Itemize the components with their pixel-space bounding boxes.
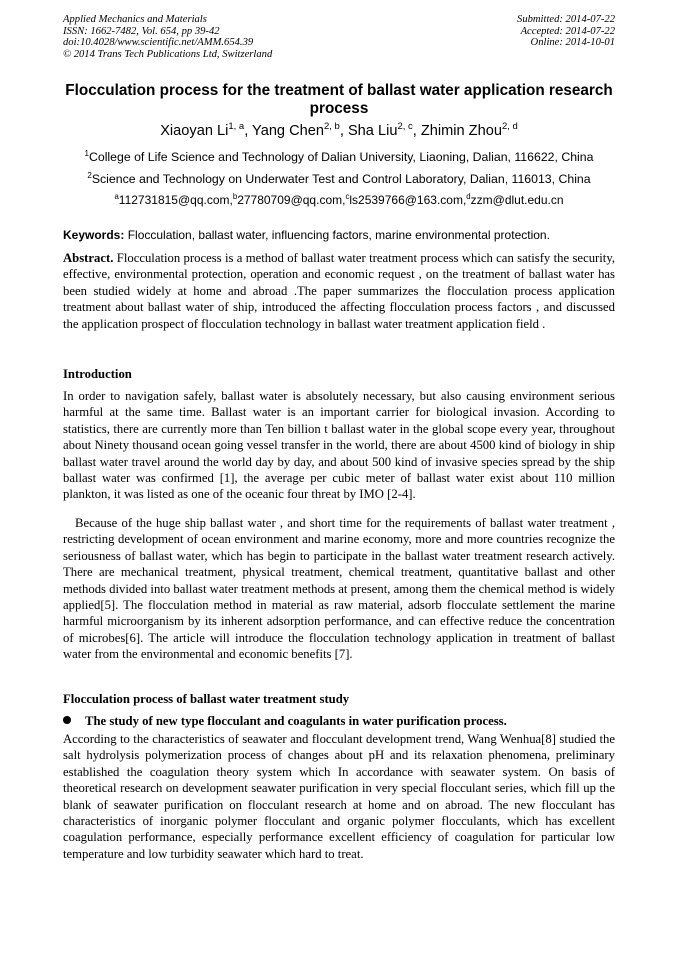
journal-issn: ISSN: 1662-7482, Vol. 654, pp 39-42 [63,25,220,37]
author-sup: 1, a [228,121,245,133]
author-list: Xiaoyan Li$^{1, a}$, Yang Chen$^{2, b}$, Sha Liu$^{2, c}$, Zhimin Zhou$^{2, d}$ [160,121,518,139]
author-name: Zhimin Zhou [420,123,502,139]
email-sup: c [345,192,350,201]
submitted-date: Submitted: 2014-07-22 [517,14,615,25]
keywords-text: Flocculation, ballast water, influencing factors, marine environmental protection. [127,228,550,242]
study-paragraph: According to the characteristics of seawater and flocculant development trend, Wang Wenhua[8] studied the salt hydrolysis polymerization process of changes about pH and its relaxation phenomena, preliminary established the coagulation theory system which In accordance with seawater system. On basis of theoretical research on development seawater purification in very special flocculant series, which fill up the blank of seawater purification on flocculant research at home and on abroad. The new flocculant has characteristics of inorganic polymer flocculant and organic polymer flocculants, which has excellent coagulation performance, especially performance excellent efficiency of coagulation for particular low temperature and low turbidity seawater which hard to treat. [63,732,615,861]
email-text: 112731815@qq.com, [118,193,233,207]
bullet-icon [63,716,71,724]
author-name: Sha Liu [347,123,398,139]
dates-header [517,14,615,49]
affiliation-text: Science and Technology on Underwater Test and Control Laboratory, Dalian, 116013, China [91,172,591,186]
journal-copyright: © 2014 Trans Tech Publications Ltd, Switzerland [63,48,273,60]
paper-title: Flocculation process for the treatment of ballast water application research process [65,82,613,117]
affiliation-text: College of Life Science and Technology of Dalian University, Liaoning, Dalian, 116622, China [88,150,594,164]
online-date: Online: 2014-10-01 [530,37,615,49]
keywords-label: Keywords: [63,228,125,242]
email-text: 27780709@qq.com, [237,193,346,207]
email-sup: a [114,192,119,201]
affiliation-1 [63,150,615,165]
journal-name: Applied Mechanics and Materials [63,14,207,25]
affiliation-2 [63,172,615,187]
author-name: Yang Chen [252,123,324,139]
section-heading-introduction: Introduction [63,367,132,381]
journal-header [63,14,272,60]
abstract-text: Flocculation process is a method of ballast water treatment process which can satisfy the security, effective, environmental protection, operation and economic request , on the treatment of ballast water has been studied widely at home and abroad .The paper summarizes the flocculation process application treatment about ballast water of ship, introduced the affecting flocculation process factors , and discussed the application prospect of flocculation technology in ballast water treatment application field . [63,251,616,331]
bullet-heading-text: The study of new type flocculant and coagulants in water purification process. [85,714,507,728]
abstract-label: Abstract. [63,251,114,265]
intro-paragraph-1: In order to navigation safely, ballast water is absolutely necessary, but also causing environment serious harmful at the same time. Ballast water is an important carrier for biological invasion. According to statistics, there are currently more than Ten billion t ballast water in the global scope every year, throughout about Ninety thousand ocean going vessel transfer in the world, there are about 4500 kind of biology in ship ballast water travel around the world day by day, and about 500 kind of invasive species spread by the ship ballast water was confirmed [1], the average per cubic meter of ballast water exist about 110 million plankton, it was listed as one of the oceanic four threat by IMO [2-4]. [63,389,615,502]
author-sup: 2, d [501,121,518,133]
journal-doi: doi:10.4028/www.scientific.net/AMM.654.39 [63,37,254,49]
email-text: zzm@dlut.edu.cn [470,193,564,207]
email-sup: d [466,192,471,201]
author-sup: 2, b [324,121,340,133]
affiliation-sup: 1 [84,148,89,158]
email-list [63,193,615,208]
abstract [63,250,615,332]
section-heading-flocculation: Flocculation process of ballast water treatment study [63,692,350,706]
intro-paragraph-2: Because of the huge ship ballast water , and short time for the requirements of ballast water treatment , restricting development of ocean environment and marine economy, more and more countries recognize the seriousness of ballast water, which has begin to participate in the ballast water treatment research actively. There are mechanical treatment, physical treatment, chemical treatment, quantitative ballast and other methods divided into ballast water treatment methods at present, among them the chemical method is widely applied[5]. The flocculation method in material as raw material, adsorb flocculate settlement the marine harmful microorganism by its inherent adsorption performance, and can effective reduce the concentration of microbes[6]. The article will introduce the flocculation technology application in treatment of ballast water from the environmental and economic benefits [7]. [63,516,615,662]
keywords [63,228,615,243]
email-text: ls2539766@163.com, [349,193,467,207]
email-sup: b [232,192,238,201]
affiliation-sup: 2 [87,170,92,180]
bullet-heading [63,714,507,729]
accepted-date: Accepted: 2014-07-22 [520,25,615,37]
author-name: Xiaoyan Li [160,123,229,139]
author-sup: 2, c [397,121,413,133]
